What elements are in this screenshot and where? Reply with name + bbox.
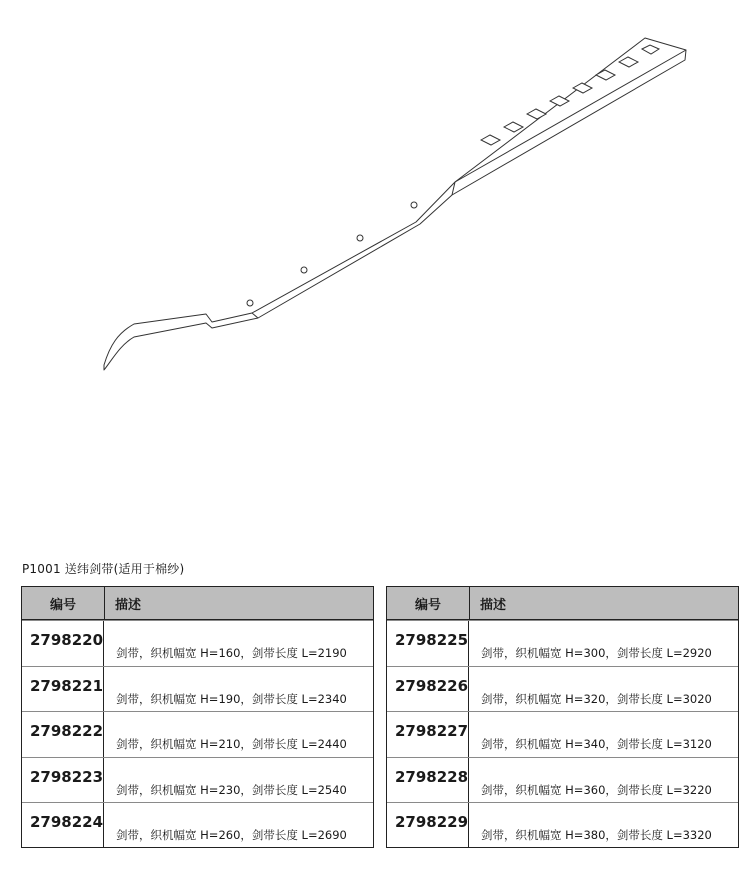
code-header: 编号 xyxy=(22,587,105,619)
drive-slot xyxy=(642,45,659,54)
drive-slot xyxy=(596,70,615,80)
desc-header: 描述 xyxy=(115,597,142,613)
product-code: 2798220 xyxy=(22,621,104,666)
table-row xyxy=(387,620,738,666)
product-code: 2798223 xyxy=(22,758,104,803)
product-code: 2798225 xyxy=(387,621,469,666)
product-desc: 剑带，织机幅宽 H=190，剑带长度 L=2340 xyxy=(116,691,347,706)
product-desc: 剑带，织机幅宽 H=380，剑带长度 L=3320 xyxy=(481,828,712,843)
rivet-hole xyxy=(247,300,253,306)
product-desc: 剑带，织机幅宽 H=230，剑带长度 L=2540 xyxy=(116,782,347,797)
table-row xyxy=(22,802,373,848)
drive-slot xyxy=(504,122,523,132)
drive-slot xyxy=(619,57,638,67)
product-desc: 剑带，织机幅宽 H=320，剑带长度 L=3020 xyxy=(481,691,712,706)
product-caption: P1001 送纬剑带(适用于棉纱) xyxy=(22,562,185,576)
table-row xyxy=(387,711,738,757)
product-code: 2798226 xyxy=(387,667,469,712)
tape-outline xyxy=(104,38,686,370)
table-row xyxy=(22,711,373,757)
code-header: 编号 xyxy=(387,587,470,619)
drive-slot xyxy=(573,83,592,93)
table-row xyxy=(22,757,373,803)
product-desc: 剑带，织机幅宽 H=160，剑带长度 L=2190 xyxy=(116,646,347,660)
product-desc: 剑带，织机幅宽 H=360，剑带长度 L=3220 xyxy=(481,782,712,797)
table-header xyxy=(387,587,738,620)
product-desc: 剑带，织机幅宽 H=340，剑带长度 L=3120 xyxy=(481,737,712,752)
rivet-hole xyxy=(411,202,417,208)
table-row xyxy=(22,620,373,666)
tape-top-face xyxy=(455,50,686,182)
product-code: 2798227 xyxy=(387,712,469,757)
table-row xyxy=(387,666,738,712)
table-row xyxy=(22,666,373,712)
drive-slot xyxy=(481,135,500,145)
table-header xyxy=(22,587,373,620)
product-code: 2798224 xyxy=(22,803,104,848)
table-row xyxy=(387,802,738,848)
product-desc: 剑带，织机幅宽 H=300，剑带长度 L=2920 xyxy=(481,646,712,660)
product-table-left xyxy=(21,586,374,848)
rivet-hole xyxy=(357,235,363,241)
product-code: 2798221 xyxy=(22,667,104,712)
tape-lower-edge xyxy=(252,313,258,318)
rivet-hole xyxy=(301,267,307,273)
table-row xyxy=(387,757,738,803)
product-code: 2798228 xyxy=(387,758,469,803)
desc-header: 描述 xyxy=(480,597,507,613)
product-code: 2798222 xyxy=(22,712,104,757)
product-code: 2798229 xyxy=(387,803,469,848)
product-desc: 剑带，织机幅宽 H=210，剑带长度 L=2440 xyxy=(116,737,347,752)
drive-slot xyxy=(527,109,546,119)
product-table-right xyxy=(386,586,739,848)
product-desc: 剑带，织机幅宽 H=260，剑带长度 L=2690 xyxy=(116,828,347,843)
